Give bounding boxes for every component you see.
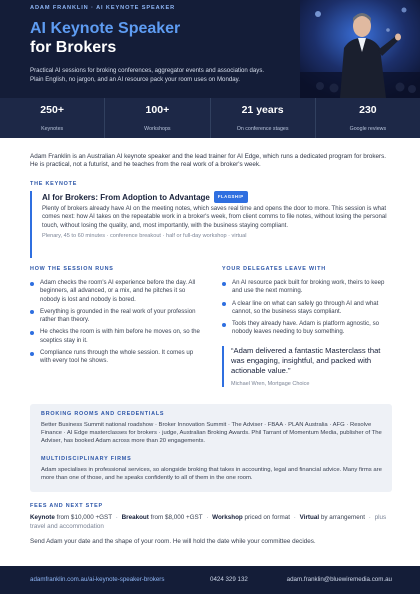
bullet-dot-icon (30, 352, 34, 356)
footer-url-link[interactable]: adamfranklin.com.au/ai-keynote-speaker-brokers (30, 576, 165, 583)
quote-text: “Adam delivered a fantastic Masterclass that was engaging, insightful, and packed with actionable value.” (231, 346, 381, 375)
bullet-dot-icon (30, 282, 34, 286)
separator: · (293, 514, 296, 521)
bullet-dot-icon (30, 331, 34, 335)
leave-heading: YOUR DELEGATES LEAVE WITH (222, 266, 326, 272)
lead-paragraph: Adam Franklin is an Australian AI keynote speaker and the lead trainer for AI Edge, which runs a dedicated program for brokers. He is practical, not a futurist, and he teaches from the real work of a broker's week. (30, 153, 386, 169)
stat-value: 230 (359, 104, 377, 116)
hero-eyebrow: ADAM FRANKLIN · AI KEYNOTE SPEAKER (30, 5, 176, 11)
list-item: He checks the room is with him before he moves on, so the sceptics stay in it. (30, 328, 202, 345)
workshop-fee-label: Workshop (212, 514, 243, 521)
stats-bar (0, 98, 420, 138)
multi-body: Adam specialises in professional services, so alongside broking that takes in accounting, legal and financial advice. Many firms are more than one of those, and he speaks confidently to all of them in the one room. (41, 467, 382, 482)
list-item: Tools they already have. Adam is platform agnostic, so nobody leaves needing to buy something. (222, 320, 394, 337)
list-item: Compliance runs through the whole session. It comes up with every tool he shows. (30, 349, 202, 366)
stat-years (210, 98, 315, 138)
list-item: An AI resource pack built for broking work, theirs to keep and use the next morning. (222, 279, 394, 296)
stat-value: 250+ (40, 104, 64, 116)
fees-closing: Send Adam your date and the shape of your room. He will hold the date while your committee decides. (30, 538, 316, 545)
list-item: Everything is grounded in the real work of your profession rather than theory. (30, 308, 202, 325)
footer (0, 566, 420, 594)
stat-keynotes (0, 98, 104, 138)
hero-intro: Practical AI sessions for broking conferences, aggregator events and association days. Plain English, no jargon, and an AI resource pack your room uses on Monday. (30, 67, 265, 83)
virtual-fee-label: Virtual (299, 514, 320, 521)
workshop-fee: priced on format (244, 514, 291, 521)
credentials-panel (30, 404, 392, 492)
fees-line (30, 514, 392, 531)
hero-banner (0, 0, 420, 98)
list-item: Adam checks the room's AI experience before the day. All beginners, all advanced, or a mix, and he pitches it so nobody is lost and nobody is bored. (30, 279, 202, 304)
virtual-fee: by arrangement (320, 514, 365, 521)
keynote-title (42, 191, 392, 203)
breakout-fee: from $8,000 +GST (150, 514, 203, 521)
keynote-fee: from $10,000 +GST (56, 514, 112, 521)
how-heading: HOW THE SESSION RUNS (30, 266, 114, 272)
page-title (30, 20, 180, 57)
bullet-dot-icon (222, 282, 226, 286)
credentials-body: Better Business Summit national roadshow · Broker Innovation Summit · The Adviser · FBAA · PLAN Australia · AFG · Resolve Finance · AI Edge masterclasses for brokers · judge, Australian Broking Awards. Phil Tarrant of Momentum Media, publisher of The Adviser, has booked Adam across more than 20 engagements. (41, 422, 382, 445)
flagship-badge: FLAGSHIP (214, 191, 248, 203)
bullet-dot-icon (30, 310, 34, 314)
fees-extra: plus travel and accommodation (30, 514, 387, 530)
page-title-line1: AI Keynote Speaker (30, 20, 181, 37)
stat-value: 100+ (145, 104, 170, 116)
stat-value: 21 years (241, 104, 284, 116)
credentials-heading: BROKING ROOMS AND CREDENTIALS (41, 411, 165, 417)
separator: · (206, 514, 209, 521)
keynote-formats: Plenary, 45 to 60 minutes · conference breakout · half or full-day workshop · virtual (42, 232, 247, 239)
stat-label: Workshops (144, 126, 171, 132)
stat-label: Google reviews (349, 126, 387, 132)
bullet-dot-icon (222, 302, 226, 306)
keynote-fee-label: Keynote (30, 514, 55, 521)
footer-phone-link[interactable]: 0424 329 132 (210, 576, 248, 583)
footer-email-link[interactable]: adam.franklin@bluewiremedia.com.au (286, 576, 392, 583)
keynote-heading: THE KEYNOTE (30, 181, 78, 187)
separator: · (115, 514, 118, 521)
breakout-fee-label: Breakout (121, 514, 149, 521)
separator: · (368, 514, 371, 521)
how-list (30, 279, 202, 370)
quote-attribution: Michael Wren, Mortgage Choice (231, 381, 310, 387)
keynote-card (30, 191, 392, 258)
speaker-photo (300, 0, 420, 98)
fees-heading: FEES AND NEXT STEP (30, 503, 103, 509)
list-item: A clear line on what can safely go through AI and what cannot, so the business stays compliant. (222, 300, 394, 317)
page-title-line2: for Brokers (30, 38, 117, 56)
leave-list (222, 279, 394, 341)
stat-reviews (315, 98, 420, 138)
multi-heading: MULTIDISCIPLINARY FIRMS (41, 456, 132, 462)
stat-workshops (104, 98, 209, 138)
stat-label: Keynotes (41, 126, 64, 132)
stat-label: On conference stages (236, 126, 289, 132)
keynote-title-text: AI for Brokers: From Adoption to Advantage (42, 193, 210, 202)
keynote-body: Plenty of brokers already have AI on the meeting notes, which saves real time and opens the door to more. This session is what comes next: how AI takes on the repeatable work in a broker's week, from client comms to file notes, without losing the personal touch, without losing the quality, and, most importantly, with the business staying compliant. (42, 205, 387, 229)
testimonial-quote (222, 346, 394, 387)
bullet-dot-icon (222, 323, 226, 327)
